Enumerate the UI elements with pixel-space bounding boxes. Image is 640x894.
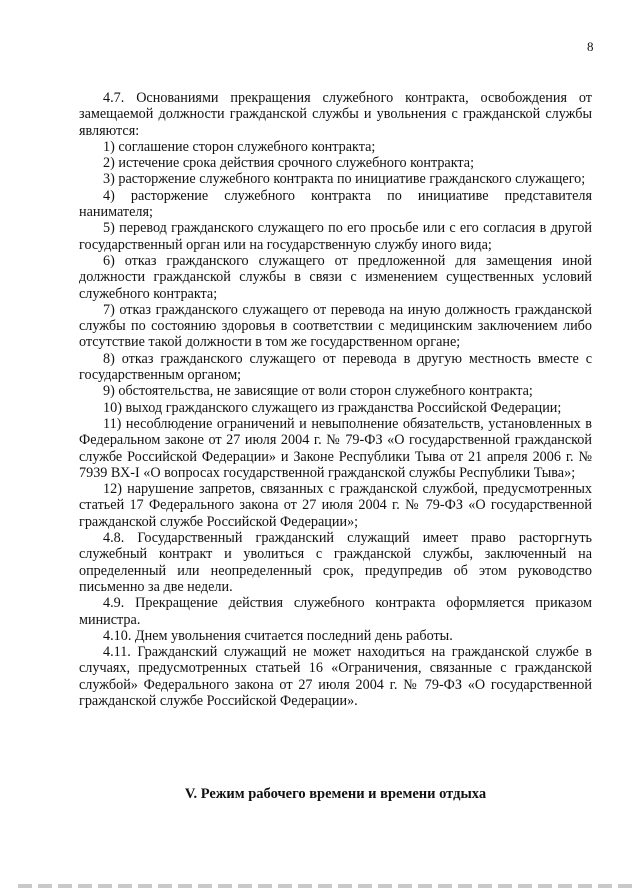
list-item-12: 12) нарушение запретов, связанных с гражданской службой, предусмотренных статьей 17 Федерального закона от 27 июля 2004 г. № 79-ФЗ «О государственной гражданской службе Российской Федерации»;: [79, 481, 592, 530]
list-item-7: 7) отказ гражданского служащего от перевода на иную должность гражданской службы по состоянию здоровья в соответствии с медицинским заключением либо отсутствие такой должности в том же государственном органе;: [79, 301, 592, 351]
list-item-9: 9) обстоятельства, не зависящие от воли сторон служебного контракта;: [103, 383, 533, 400]
list-item-6: 6) отказ гражданского служащего от предложенной для замещения иной должности гражданской службы в связи с изменением существенных условий служебного контракта;: [79, 252, 592, 302]
paragraph-4-11: 4.11. Гражданский служащий не может находиться на гражданской службе в случаях, предусмотренных статьей 16 «Ограничения, связанные с гражданской службой» Федерального закона от 27 июля 2004 г. № 79-ФЗ «О государственной гражданской службе Российской Федерации».: [79, 644, 592, 709]
list-item-2: 2) истечение срока действия срочного служебного контракта;: [103, 155, 475, 172]
paragraph-4-8: 4.8. Государственный гражданский служащий имеет право расторгнуть служебный контракт и уволиться с гражданской службы, заключенный на определенный или неопределенный срок, предупредив об этом руководство письменно за две недели.: [79, 530, 592, 595]
list-item-5: 5) перевод гражданского служащего по его просьбе или с его согласия в другой государственный орган или на государственную службу иного вида;: [79, 220, 592, 253]
body-text: [79, 90, 592, 709]
section-heading: V. Режим рабочего времени и времени отдыха: [184, 786, 487, 802]
page-number: 8: [587, 39, 594, 54]
list-item-8: 8) отказ гражданского служащего от перевода в другую местность вместе с государственным органом;: [79, 350, 592, 384]
paragraph-4-10: 4.10. Днем увольнения считается последний день работы.: [103, 627, 453, 644]
paragraph-4-9: 4.9. Прекращение действия служебного контракта оформляется приказом министра.: [79, 595, 592, 628]
list-item-3: 3) расторжение служебного контракта по инициативе гражданского служащего;: [103, 171, 586, 188]
paragraph-4-7: 4.7. Основаниями прекращения служебного контракта, освобождения от замещаемой должности гражданской службы и увольнения с гражданской службы являются:: [79, 90, 592, 139]
list-item-10: 10) выход гражданского служащего из гражданства Российской Федерации;: [103, 399, 562, 416]
list-item-11: 11) несоблюдение ограничений и невыполнение обязательств, установленных в Федеральном законе от 27 июля 2004 г. № 79-ФЗ «О государственной гражданской службе Российской Федерации» и Законе Республики Тыва от 21 апреля 2006 г. № 7939 ВХ-I «О вопросах государственной гражданской службы Республики Тыва»;: [79, 415, 592, 481]
scan-edge-artifact: [18, 884, 632, 888]
list-item-1: 1) соглашение сторон служебного контракта;: [103, 138, 376, 155]
list-item-4: 4) расторжение служебного контракта по инициативе представителя нанимателя;: [79, 187, 592, 221]
